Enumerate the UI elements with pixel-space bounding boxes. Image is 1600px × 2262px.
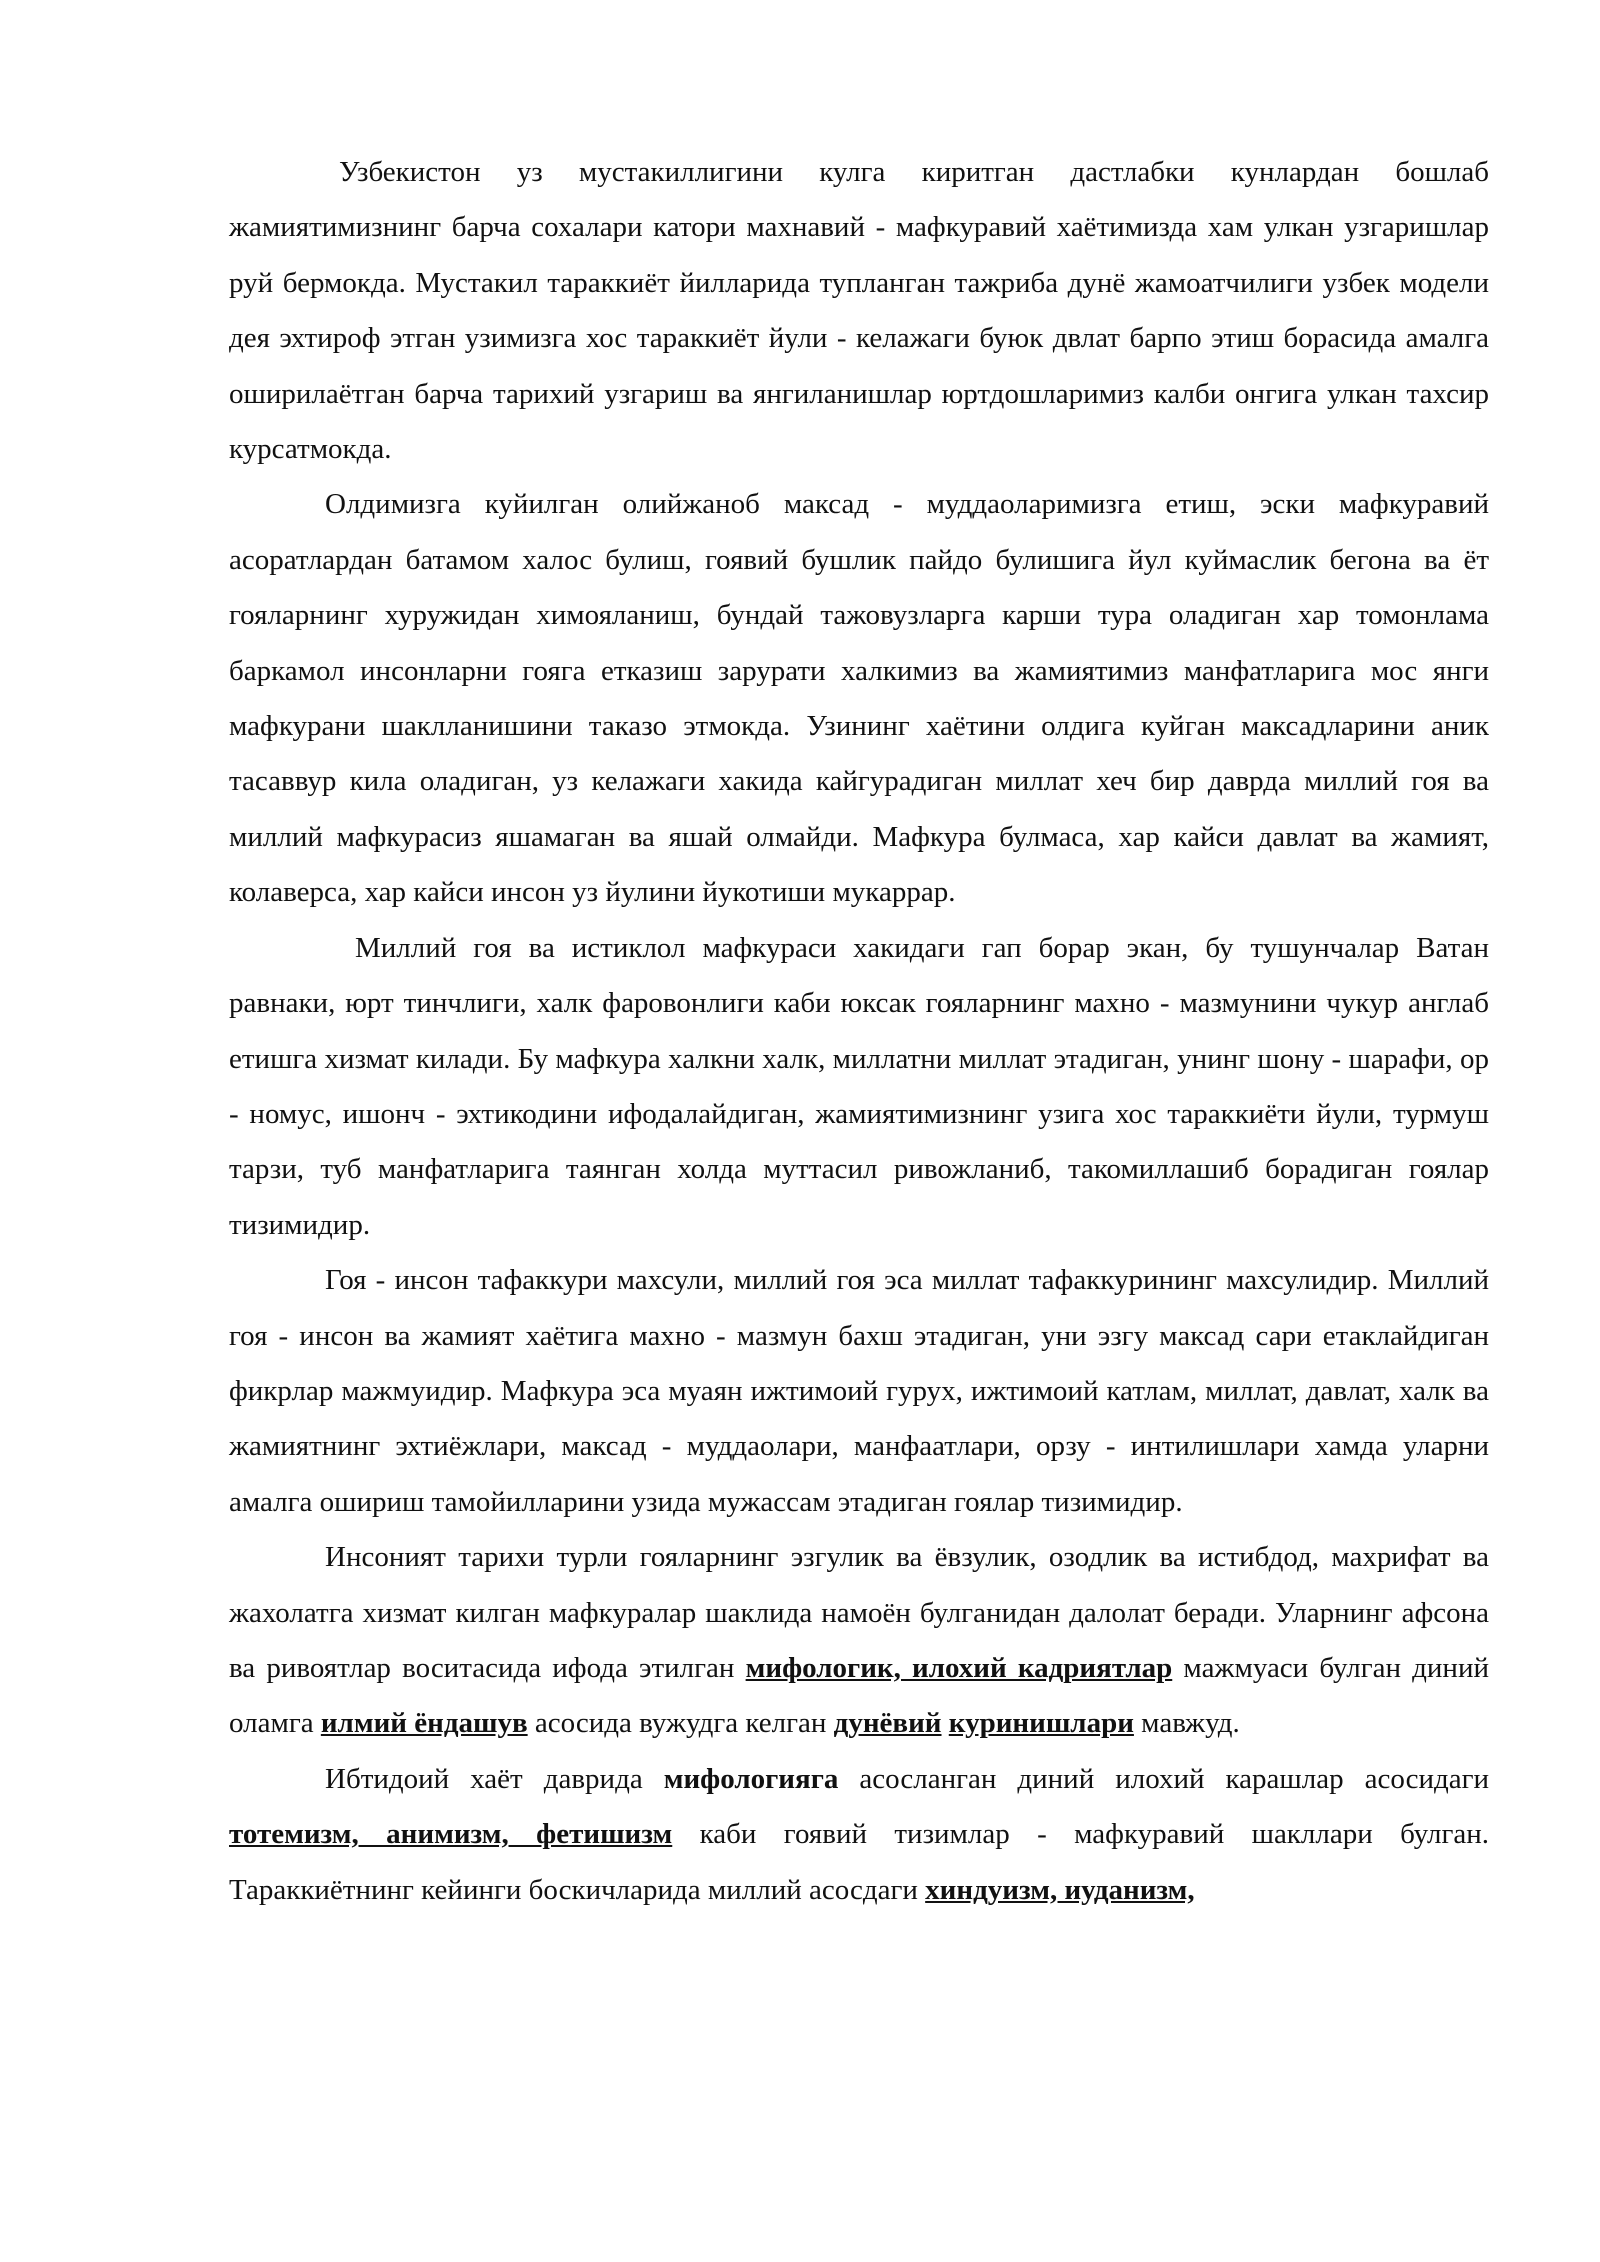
- paragraph-5-text-mid-2: асосида вужудга келган: [527, 1707, 834, 1740]
- term-totemism-animism-fetishism: тотемизм, анимизм, фетишизм: [229, 1818, 673, 1851]
- paragraph-5-text-start: Инсоният тарихи турли гояларнинг эзгулик ва ёвзулик, озодлик ва истибдод, махрифат ва жахолатга хизмат килган мафкуралар шаклида намоён булганидан далолат беради. Уларнинг афсона ва ривоятлар воситасида ифода этилган: [229, 1541, 1489, 1684]
- term-secular: дунёвий: [833, 1707, 942, 1740]
- paragraph-2: Олдимизга куйилган олийжаноб максад - муддаоларимизга етиш, эски мафкуравий асоратлардан батамом халос булиш, гоявий бушлик пайдо булишига йул куймаслик бегона ва ёт гояларнинг хуружидан химояланиш, бундай тажовузларга карши тура оладиган хар томонлама баркамол инсонларни гояга етказиш зарурати халкимиз ва жамиятимиз манфатларига мос янги мафкурани шаклланишини таказо этмокда. Узининг хаётини олдига куйган максадларини аник тасаввур кила оладиган, уз келажаги хакида кайгурадиган миллат хеч бир даврда миллий гоя ва миллий мафкурасиз яшамаган ва яшай олмайди. Мафкура булмаса, хар кайси давлат ва жамият, колаверса, хар кайси инсон уз йулини йукотиши мукаррар.: [229, 488, 1489, 909]
- paragraph-4: Гоя - инсон тафаккури махсули, миллий гоя эса миллат тафаккурининг махсулидир. Миллий гоя - инсон ва жамият хаётига махно - мазмун бахш этадиган, уни эзгу максад сари етаклайдиган фикрлар мажмуидир. Мафкура эса муаян ижтимоий гурух, ижтимоий катлам, миллат, давлат, халк ва жамиятнинг эхтиёжлари, максад - муддаолари, манфаатлари, орзу - интилишлари хамда уларни амалга ошириш тамойилларини узида мужассам этадиган гоялар тизимидир.: [229, 1264, 1489, 1518]
- paragraph-6-text-mid-2: каби гоявий тизимлар - мафкуравий шакллари булган. Тараккиётнинг кейинги боскичларида миллий асосдаги: [229, 1818, 1489, 1906]
- paragraph-5: [229, 1530, 1489, 1752]
- paragraph-1: Узбекистон уз мустакиллигини кулга киритган дастлабки кунлардан бошлаб жамиятимизнинг барча сохалари катори махнавий - мафкуравий хаётимизда хам улкан узгаришлар руй бермокда. Мустакил тараккиёт йилларида тупланган тажриба дунё жамоатчилиги узбек модели дея эхтироф этган узимизга хос тараккиёт йули - келажаги буюк двлат барпо этиш борасида амалга оширилаётган барча тарихий узгариш ва янгиланишлар юртдошларимиз калби онгига улкан тахсир курсатмокда.: [229, 156, 1489, 466]
- paragraph-6-text-start: Ибтидоий хаёт даврида: [325, 1762, 664, 1795]
- document-body: [229, 145, 1489, 1918]
- term-scientific-approach: илмий ёндашув: [320, 1707, 528, 1740]
- term-hinduism-judaism: хиндуизм, иуданизм,: [925, 1873, 1195, 1906]
- paragraph-3: Миллий гоя ва истиклол мафкураси хакидаги гап борар экан, бу тушунчалар Ватан равнаки, юрт тинчлиги, халк фаровонлиги каби юксак гояларнинг махно - мазмунини чукур англаб етишга хизмат килади. Бу мафкура халкни халк, миллатни миллат этадиган, унинг шону - шарафи, ор - номус, ишонч - эхтикодини ифодалайдиган, жамиятимизнинг узига хос тараккиёти йули, турмуш тарзи, туб манфатларига таянган холда муттасил ривожланиб, такомиллашиб борадиган гоялар тизимидир.: [229, 931, 1489, 1241]
- term-mythological-values: мифологик, илохий кадриятлар: [745, 1651, 1173, 1684]
- term-views: куринишлари: [948, 1707, 1134, 1740]
- paragraph-5-text-end: мавжуд.: [1133, 1707, 1240, 1740]
- term-mythology: мифологияга: [663, 1762, 839, 1795]
- paragraph-6: [229, 1752, 1489, 1918]
- paragraph-6-text-mid-1: асосланган диний илохий карашлар асосидаги: [838, 1762, 1490, 1795]
- paragraph-5-text-mid-1: мажмуаси булган диний оламга: [229, 1651, 1489, 1740]
